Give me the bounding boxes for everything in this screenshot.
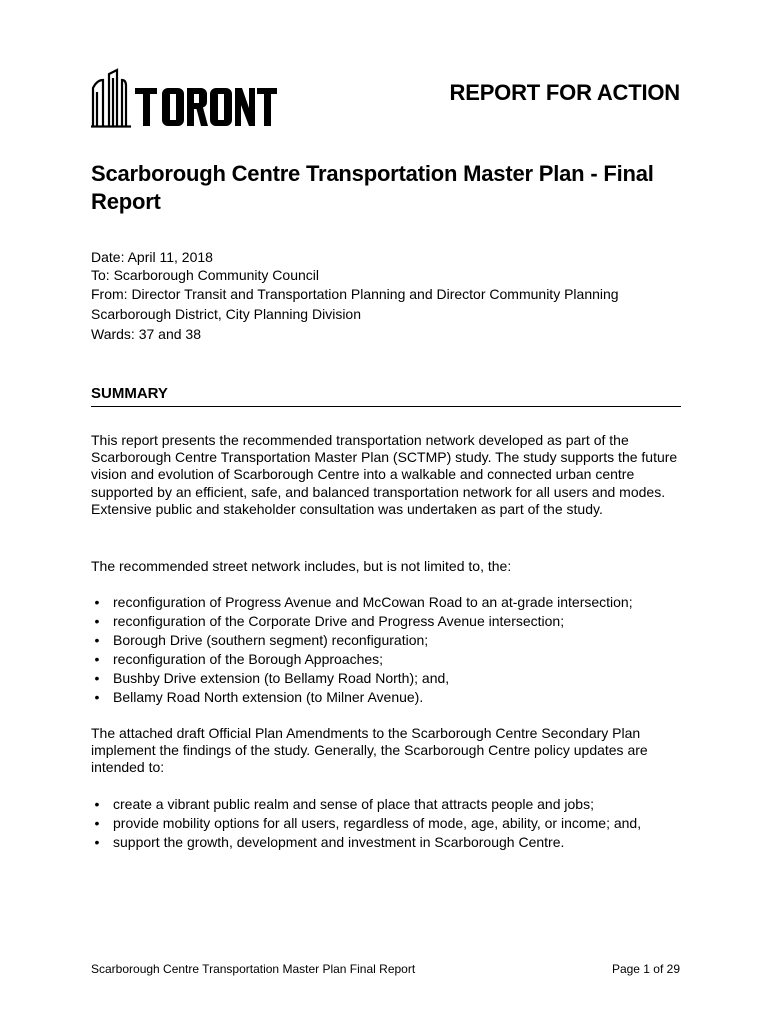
bullet-icon: • bbox=[94, 632, 100, 648]
policy-updates-list bbox=[91, 795, 691, 852]
summary-paragraph-1: This report presents the recommended transportation network developed as part of the Scarborough Centre Transportation Master Plan (SCTMP) study. The study supports the future vision and evolution of Scarborough Centre into a walkable and connected urban centre supported by an efficient, safe, and balanced transportation network for all users and modes. Extensive public and stakeholder consultation was undertaken as part of the study. bbox=[91, 432, 678, 517]
list-item bbox=[91, 669, 691, 688]
list-item bbox=[91, 650, 691, 669]
meta-wards: Wards: 37 and 38 bbox=[91, 326, 201, 342]
list-item bbox=[91, 814, 691, 833]
list-item-text: reconfiguration of Progress Avenue and McCowan Road to an at-grade intersection; bbox=[113, 594, 633, 610]
list-item-text: reconfiguration of the Corporate Drive and Progress Avenue intersection; bbox=[113, 613, 565, 629]
meta-to: To: Scarborough Community Council bbox=[91, 267, 319, 283]
list-item bbox=[91, 833, 691, 852]
list-item-text: Bellamy Road North extension (to Milner Avenue). bbox=[113, 689, 424, 705]
list-item bbox=[91, 631, 691, 650]
summary-paragraph-3: The attached draft Official Plan Amendments to the Scarborough Centre Secondary Plan implement the findings of the study. Generally, the Scarborough Centre policy updates are intended to: bbox=[91, 725, 648, 776]
bullet-icon: • bbox=[94, 815, 100, 831]
bullet-icon: • bbox=[94, 796, 100, 812]
bullet-icon: • bbox=[94, 651, 100, 667]
footer-page-number: Page 1 of 29 bbox=[611, 962, 680, 976]
meta-from-continued: Scarborough District, City Planning Division bbox=[91, 306, 361, 322]
list-item bbox=[91, 688, 691, 707]
summary-paragraph-2: The recommended street network includes, but is not limited to, the: bbox=[91, 558, 512, 574]
list-item bbox=[91, 593, 691, 612]
list-item bbox=[91, 612, 691, 631]
list-item-text: reconfiguration of the Borough Approaches; bbox=[113, 651, 384, 667]
list-item bbox=[91, 795, 691, 814]
list-item-text: Borough Drive (southern segment) reconfiguration; bbox=[113, 632, 429, 648]
bullet-icon: • bbox=[94, 834, 100, 850]
meta-date: Date: April 11, 2018 bbox=[91, 249, 213, 265]
bullet-icon: • bbox=[94, 613, 100, 629]
list-item-text: provide mobility options for all users, regardless of mode, age, ability, or income; and, bbox=[113, 815, 642, 831]
street-network-list bbox=[91, 593, 691, 707]
city-hall-logo-icon bbox=[91, 66, 281, 128]
bullet-icon: • bbox=[94, 689, 100, 705]
bullet-icon: • bbox=[94, 594, 100, 610]
list-item-text: Bushby Drive extension (to Bellamy Road North); and, bbox=[113, 670, 450, 686]
report-meta bbox=[91, 249, 691, 344]
summary-heading: SUMMARY bbox=[91, 385, 681, 407]
toronto-logo bbox=[91, 66, 281, 128]
list-item-text: support the growth, development and investment in Scarborough Centre. bbox=[113, 834, 565, 850]
meta-from: From: Director Transit and Transportation Planning and Director Community Planning bbox=[91, 286, 619, 302]
report-title: Scarborough Centre Transportation Master Plan - Final Report bbox=[91, 161, 654, 214]
footer-report-name: Scarborough Centre Transportation Master Plan Final Report bbox=[91, 962, 416, 976]
report-type-label: REPORT FOR ACTION bbox=[449, 80, 680, 105]
bullet-icon: • bbox=[94, 670, 100, 686]
list-item-text: create a vibrant public realm and sense of place that attracts people and jobs; bbox=[113, 796, 594, 812]
